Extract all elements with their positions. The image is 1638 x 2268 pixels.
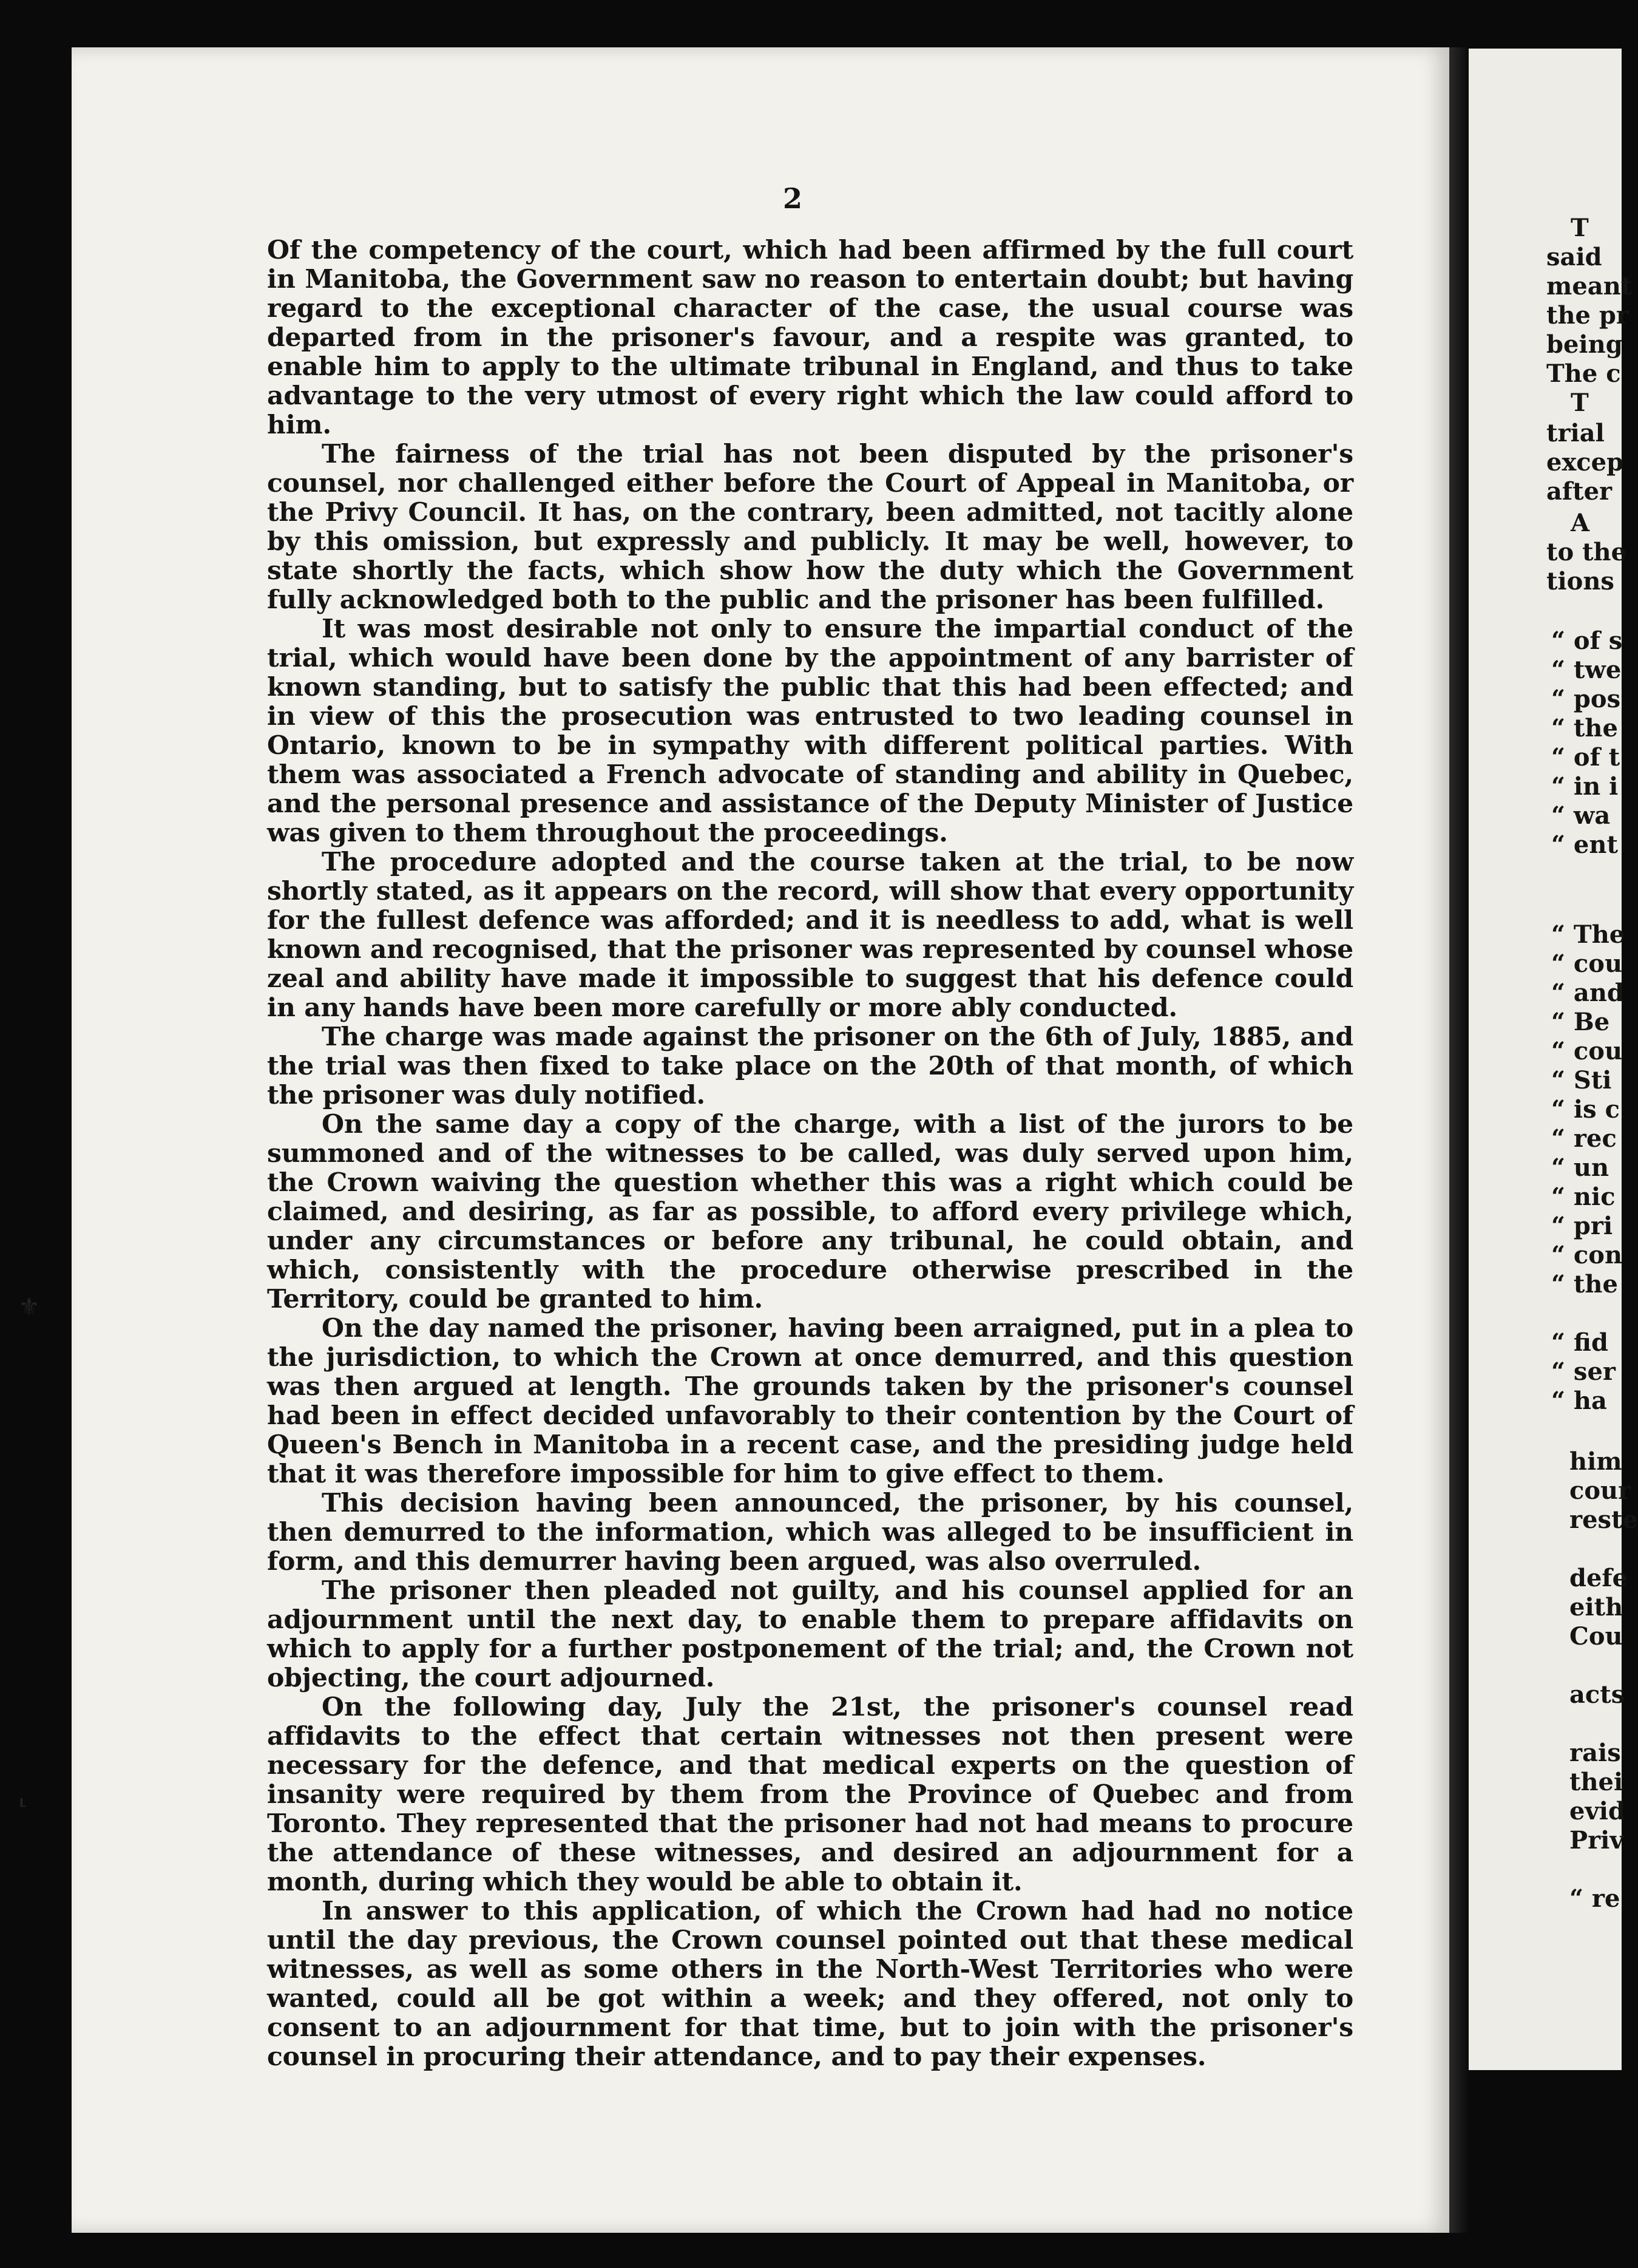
right-page-fragment: “ Sti <box>1551 1066 1612 1095</box>
right-page-fragment: Cou <box>1569 1622 1623 1651</box>
right-page-fragment: him <box>1569 1447 1622 1476</box>
right-page-fragment: “ ent <box>1551 830 1618 859</box>
right-page-fragment: “ The <box>1551 920 1625 949</box>
right-page-fragment: “ un <box>1551 1153 1609 1182</box>
paragraph: The procedure adopted and the course taken at the trial, to be now shortly stated, as it appears on the record, will show that every opportunity for the fullest defence was afforded; and it is needless to add, what is well known and recognised, that the prisoner was represented by counsel whose zeal and ability have made it impossible to suggest that his defence could in any hands have been more carefully or more ably conducted. <box>267 847 1353 1023</box>
right-page-fragment: The c <box>1546 359 1621 388</box>
paragraph: The charge was made against the prisoner on the 6th of July, 1885, and the trial was then fixed to take place on the 20th of that month, of which the prisoner was duly notified. <box>267 1022 1353 1110</box>
right-page-fragment: said <box>1546 243 1602 271</box>
margin-ink-mark-lower: ⸤ <box>18 1782 28 1810</box>
right-page-fragment: “ pri <box>1551 1212 1613 1240</box>
right-page-fragment: “ con <box>1551 1241 1623 1269</box>
right-page-fragment: “ fid <box>1551 1328 1608 1357</box>
right-page-fragment: evid <box>1569 1797 1625 1825</box>
right-page-fragment: cour <box>1569 1476 1631 1505</box>
right-page-fragment: “ cou <box>1551 949 1623 978</box>
paragraph: Of the competency of the court, which had been affirmed by the full court in Manitoba, the Government saw no reason to entertain doubt; but having regard to the exceptional character of the case, the usual course was departed from in the prisoner's favour, and a respite was granted, to enable him to apply to the ultimate tribunal in England, and thus to take advantage to the very utmost of every right which the law could afford to him. <box>267 235 1353 440</box>
right-page-fragment: being <box>1546 330 1623 359</box>
paragraph: On the same day a copy of the charge, with a list of the jurors to be summoned and of the witnesses to be called, was duly served upon him, the Crown waiving the question whether this was a right which could be claimed, and desiring, as far as possible, to afford every privilege which, under any circumstances or before any tribunal, he could obtain, and which, consistently with the procedure otherwise prescribed in the Territory, could be granted to him. <box>267 1109 1353 1314</box>
paragraph: The prisoner then pleaded not guilty, and his counsel applied for an adjournment until the next day, to enable them to prepare affidavits on which to apply for a further postponement of the trial; and, the Crown not objecting, the court adjourned. <box>267 1575 1353 1693</box>
right-page-fragment: defe <box>1569 1564 1628 1592</box>
right-page-fragment: “ ha <box>1551 1387 1607 1415</box>
paragraph: On the following day, July the 21st, the prisoner's counsel read affidavits to the effect that certain witnesses not then present were necessary for the defence, and that medical experts on the question of insanity were required by them from the Province of Quebec and from Toronto. They represented that the prisoner had not had means to procure the attendance of these witnesses, and desired an adjournment for a month, during which they would be able to obtain it. <box>267 1692 1353 1897</box>
right-page-fragment: “ of t <box>1551 743 1620 772</box>
paragraph: In answer to this application, of which the Crown had had no notice until the day previous, the Crown counsel pointed out that these medical witnesses, as well as some others in the North-West Territories who were wanted, could all be got within a week; and they offered, not only to consent to an adjournment for that time, but to join with the prisoner's counsel in procuring their attendance, and to pay their expenses. <box>267 1896 1353 2072</box>
paragraph: This decision having been announced, the prisoner, by his counsel, then demurred to the information, which was alleged to be insufficient in form, and this demurrer having been argued, was also overruled. <box>267 1488 1353 1577</box>
right-page-fragment: T <box>1571 214 1589 242</box>
right-page-fragment: “ of s <box>1551 626 1623 655</box>
right-page-fragment: trial <box>1546 419 1605 447</box>
right-page-fragment: “ Be <box>1551 1008 1610 1036</box>
right-page-fragment: “ re <box>1569 1884 1620 1913</box>
right-page-fragment: “ nic <box>1551 1183 1616 1211</box>
right-page-fragment: “ is c <box>1551 1095 1620 1124</box>
right-page-fragment: “ pos <box>1551 685 1621 713</box>
right-page-fragment: “ twe <box>1551 656 1622 684</box>
right-page-fragment: “ in i <box>1551 772 1619 801</box>
right-page-fragment: tions <box>1546 567 1614 596</box>
right-page-fragment: “ the <box>1551 1270 1618 1299</box>
right-page-fragment: “ cou <box>1551 1037 1623 1065</box>
right-page-fragment: thei <box>1569 1768 1623 1796</box>
right-page-fragment: “ the <box>1551 714 1618 742</box>
paragraph: It was most desirable not only to ensure the impartial conduct of the trial, which would have been done by the appointment of any barrister of known standing, but to satisfy the public that this had been effected; and in view of this the prosecution was entrusted to two leading counsel in Ontario, known to be in sympathy with different political parties. With them was associated a French advocate of standing and ability in Quebec, and the personal presence and assistance of the Deputy Minister of Justice was given to them throughout the proceedings. <box>267 614 1353 848</box>
right-page-fragment: “ and <box>1551 979 1624 1007</box>
right-page-fragment: the pr <box>1546 301 1629 330</box>
paragraph: The fairness of the trial has not been disputed by the prisoner's counsel, nor challenged either before the Court of Appeal in Manitoba, or the Privy Council. It has, on the contrary, been admitted, not tacitly alone by this omission, but expressly and publicly. It may be well, however, to state shortly the facts, which show how the duty which the Government fully acknowledged both to the public and the prisoner has been fulfilled. <box>267 439 1353 615</box>
body-text <box>267 236 1353 2071</box>
paragraph: On the day named the prisoner, having been arraigned, put in a plea to the jurisdiction, to which the Crown at once demurred, and this question was then argued at length. The grounds taken by the prisoner's counsel had been in effect decided unfavorably to their contention by the Court of Queen's Bench in Manitoba in a recent case, and the presiding judge held that it was therefore impossible for him to give effect to them. <box>267 1313 1353 1489</box>
right-page-fragment: after <box>1546 477 1613 506</box>
right-page-fragment: eith <box>1569 1593 1623 1621</box>
right-page-fragment: rais <box>1569 1739 1621 1767</box>
page-gutter-shadow <box>1449 47 1469 2233</box>
margin-ink-mark: ⚜ <box>18 1293 40 1321</box>
right-page-fragment: meant <box>1546 272 1633 300</box>
right-page-fragment: to the <box>1546 538 1627 566</box>
right-page-fragment: “ ser <box>1551 1357 1616 1386</box>
right-page-fragment: A <box>1571 509 1590 537</box>
right-page-fragment: excep <box>1546 448 1624 477</box>
right-page-fragment: reste <box>1569 1506 1638 1534</box>
right-page-fragment: acts <box>1569 1680 1625 1709</box>
right-page-fragment: “ rec <box>1551 1124 1617 1153</box>
right-page-fragment: T <box>1571 389 1589 417</box>
right-page-fragment: Priv <box>1569 1826 1624 1855</box>
page-number: 2 <box>783 182 803 215</box>
right-page-fragment: “ wa <box>1551 801 1611 830</box>
